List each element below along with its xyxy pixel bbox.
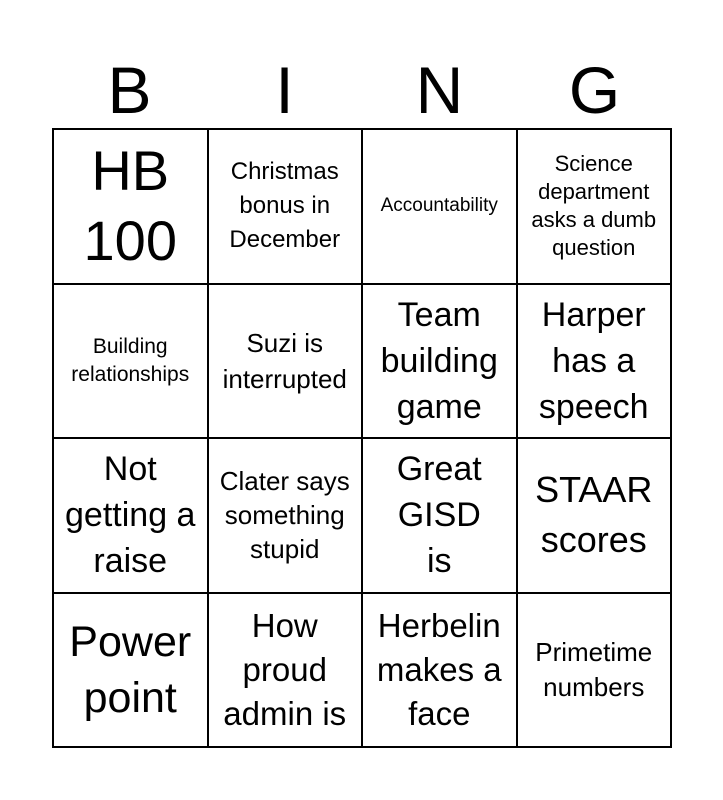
header-letter-n: N xyxy=(415,53,464,127)
bingo-cell-text: Primetime numbers xyxy=(535,636,653,702)
bingo-cell-text: Building relationships xyxy=(71,334,190,386)
bingo-cell-text: HB 100 xyxy=(83,139,177,273)
bingo-cell xyxy=(54,130,209,285)
bingo-cell xyxy=(54,439,209,594)
bingo-cell xyxy=(518,439,673,594)
bingo-cell-text: Team building game xyxy=(380,295,498,426)
bingo-cell-text: Great GISD is xyxy=(396,450,482,581)
bingo-cell xyxy=(518,285,673,440)
bingo-cell xyxy=(54,594,209,749)
header-letter-i: I xyxy=(275,53,294,127)
bingo-cell xyxy=(363,594,518,749)
bingo-cell-text: Power point xyxy=(69,617,192,722)
bingo-cell-text: Not getting a raise xyxy=(65,450,196,581)
bingo-cell xyxy=(209,594,364,749)
bingo-cell-text: Christmas bonus in December xyxy=(229,158,341,254)
bingo-cell-text: Science department asks a dumb question xyxy=(531,151,657,261)
bingo-cell-text: Accountability xyxy=(380,195,498,217)
bingo-cell xyxy=(363,130,518,285)
bingo-cell xyxy=(209,130,364,285)
bingo-cell xyxy=(209,439,364,594)
bingo-cell xyxy=(363,285,518,440)
bingo-cell xyxy=(518,130,673,285)
bingo-cell xyxy=(54,285,209,440)
bingo-cell-text: Herbelin makes a face xyxy=(376,606,502,732)
header-letter-g: G xyxy=(568,53,621,127)
bingo-cell xyxy=(363,439,518,594)
bingo-cell-text: How proud admin is xyxy=(223,606,347,732)
bingo-header xyxy=(52,52,672,128)
bingo-cell-text: STAAR scores xyxy=(535,469,653,561)
bingo-cell xyxy=(518,594,673,749)
bingo-board xyxy=(52,128,672,748)
bingo-cell-text: Clater says something stupid xyxy=(219,466,350,565)
bingo-cell xyxy=(209,285,364,440)
header-letter-b: B xyxy=(107,53,152,127)
bingo-cell-text: Harper has a speech xyxy=(538,295,649,426)
bingo-cell-text: Suzi is interrupted xyxy=(222,327,347,394)
